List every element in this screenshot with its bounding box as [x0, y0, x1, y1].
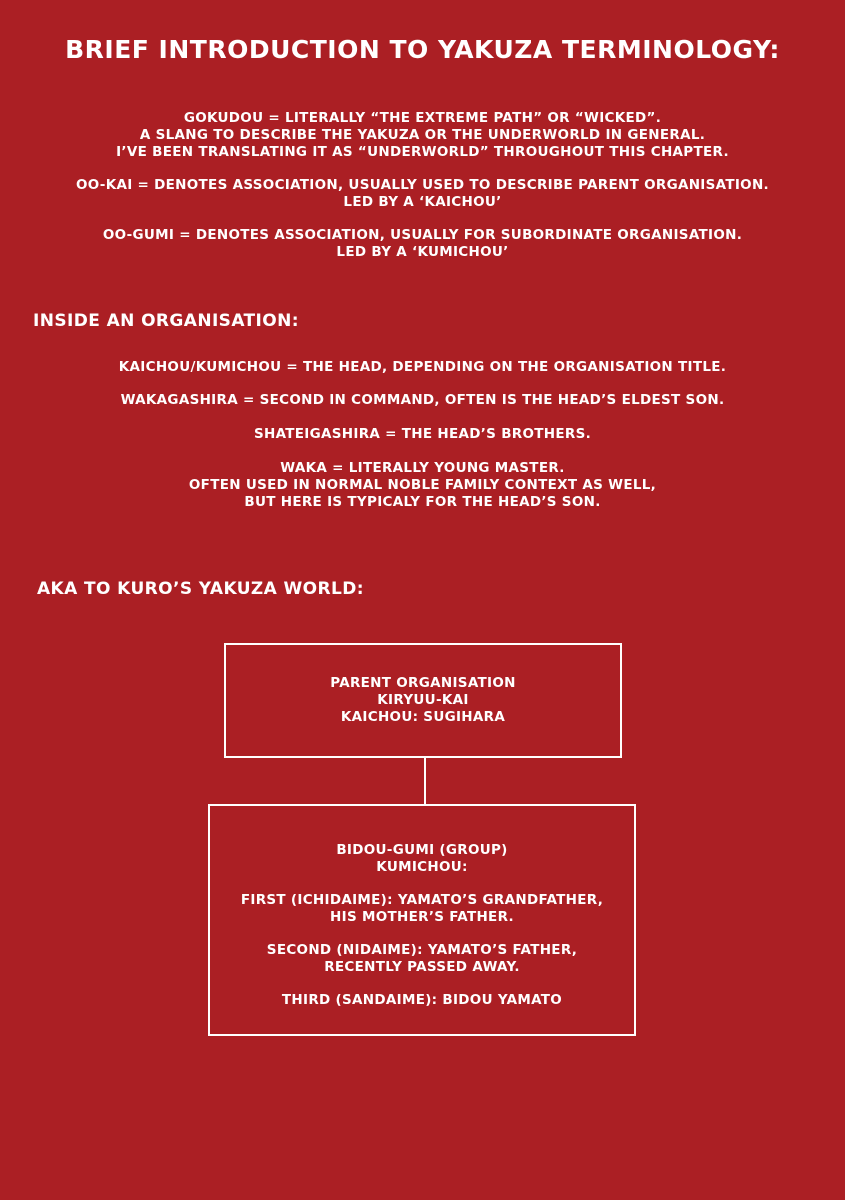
page-title: BRIEF INTRODUCTION TO YAKUZA TERMINOLOGY: [65, 35, 780, 64]
child-box-line: FIRST (ICHIDAIME): YAMATO’S GRANDFATHER, [240, 892, 604, 908]
child-box-line: SECOND (NIDAIME): YAMATO’S FATHER, [266, 942, 578, 958]
term-line: A SLANG TO DESCRIBE THE YAKUZA OR THE UNDERWORLD IN GENERAL. [139, 127, 706, 143]
parent-box-line: PARENT ORGANISATION [330, 675, 516, 691]
rank-wakagashira [0, 392, 845, 409]
child-box-line: BIDOU-GUMI (GROUP) [336, 842, 508, 858]
term-line: OO-GUMI = DENOTES ASSOCIATION, USUALLY FOR SUBORDINATE ORGANISATION. [102, 227, 743, 243]
parent-box-line: KIRYUU-KAI [377, 692, 469, 708]
rank-line: SHATEIGASHIRA = THE HEAD’S BROTHERS. [253, 426, 592, 442]
child-box-line: HIS MOTHER’S FATHER. [330, 909, 514, 925]
rank-waka [0, 460, 845, 511]
inside-organisation-heading: INSIDE AN ORGANISATION: [33, 311, 299, 331]
rank-line: OFTEN USED IN NORMAL NOBLE FAMILY CONTEXT AS WELL, [188, 477, 657, 493]
child-organisation-box [208, 804, 636, 1036]
rank-line: KAICHOU/KUMICHOU = THE HEAD, DEPENDING ON THE ORGANISATION TITLE. [118, 359, 727, 375]
child-box-line: RECENTLY PASSED AWAY. [324, 959, 520, 975]
term-line: I’VE BEEN TRANSLATING IT AS “UNDERWORLD” THROUGHOUT THIS CHAPTER. [116, 144, 729, 160]
child-box-line: THIRD (SANDAIME): BIDOU YAMATO [281, 992, 563, 1008]
term-line: GOKUDOU = LITERALLY “THE EXTREME PATH” OR “WICKED”. [183, 110, 662, 126]
child-box-third [210, 992, 634, 1009]
rank-shateigashira [0, 426, 845, 443]
rank-kaichou [0, 359, 845, 376]
parent-box-line: KAICHOU: SUGIHARA [340, 709, 506, 725]
rank-line: WAKAGASHIRA = SECOND IN COMMAND, OFTEN IS THE HEAD’S ELDEST SON. [120, 392, 725, 408]
term-gumi [0, 227, 845, 261]
term-line: OO-KAI = DENOTES ASSOCIATION, USUALLY USED TO DESCRIBE PARENT ORGANISATION. [76, 177, 769, 193]
child-box-header [210, 842, 634, 876]
parent-organisation-box [224, 643, 622, 758]
org-chart-connector [424, 757, 426, 805]
rank-line: BUT HERE IS TYPICALY FOR THE HEAD’S SON. [244, 494, 601, 510]
term-line: LED BY A ‘KUMICHOU’ [336, 244, 509, 260]
child-box-second [210, 942, 634, 976]
child-box-first [210, 892, 634, 926]
term-line: LED BY A ‘KAICHOU’ [343, 194, 502, 210]
rank-line: WAKA = LITERALLY YOUNG MASTER. [280, 460, 565, 476]
world-heading: AKA TO KURO’S YAKUZA WORLD: [37, 579, 364, 599]
term-kai [0, 177, 845, 211]
term-gokudou [0, 110, 845, 161]
child-box-line: KUMICHOU: [376, 859, 468, 875]
